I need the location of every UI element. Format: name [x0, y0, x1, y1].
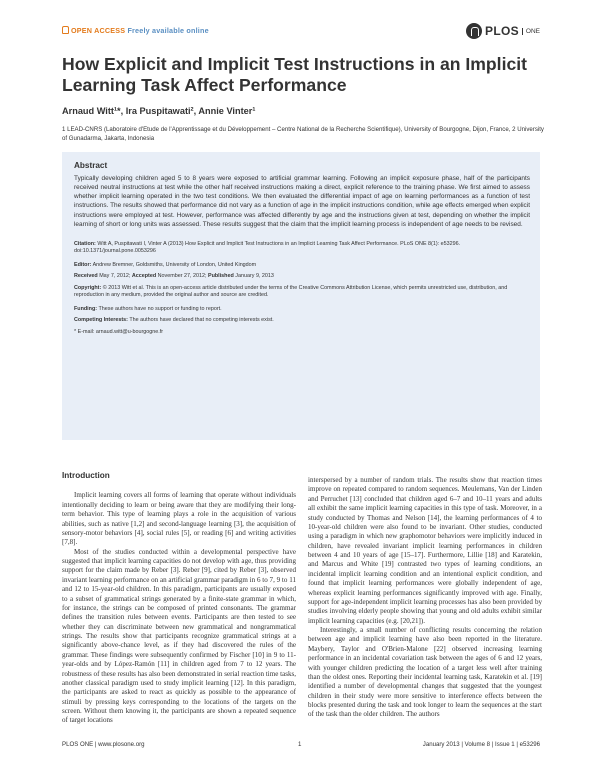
journal-header [62, 20, 540, 44]
email-line [74, 329, 530, 336]
plos-logo-icon [466, 23, 482, 39]
copyright-line [74, 285, 530, 300]
open-access-banner [62, 26, 209, 35]
author-list: Arnaud Witt¹*, Ira Puspitawati², Annie Vinter¹ [62, 106, 256, 116]
intro-paragraph-1: Implicit learning covers all forms of learning that operate without individuals intentionally deciding to learn or being aware that they are modifying their long-term behavior. This type of learning plays a role in the acquisition of various abilities, such as native [1,2] and second-language learning [3], the acquisition of sensory-motor behaviors [4], social rules [5], or reading [6] and writing activities [7,8]. [62, 491, 296, 547]
competing-label: Competing Interests: [74, 317, 128, 323]
copyright-label: Copyright: [74, 285, 102, 291]
article-title: How Explicit and Implicit Test Instructions in an Implicit Learning Task Affect Performance [62, 54, 527, 95]
body-column-left [62, 471, 296, 726]
editor-line [74, 262, 530, 269]
logo-text: PLOS [485, 24, 519, 38]
abstract-text: Typically developing children aged 5 to 8 years were exposed to artificial grammar learning. Following an implicit exposure phase, half of the participants received neutral instructions at test while the other half received instructions making a direct, explicit reference to the training phase. We first aimed to assess whether implicit learning operated in the two test conditions. We then evaluated the differential impact of age on learning performances as a function of test instructions. The results showed that performance did not vary as a function of age in the implicit instructions condition, while age effects emerged when explicit instructions were employed at test. However, performance was affected differently by age and the instructions given at test, depending on whether the implicit learning of short or long units was assessed. These results suggest that the claim that the implicit learning process is independent of age needs to be revised. [74, 175, 530, 228]
intro-paragraph-4: Interestingly, a small number of conflicting results concerning the relation between age and implicit learning have also been reported in the literature. Maybery, Taylor and O'Brien-Malone [22] observed increasing learning performance in an incidental covariation task between the ages of 6 and 12 years, with younger children predicting the location of a target less well after training than the oldest ones. Reporting their incidental learning task, Karatekin et al. [19] identified a number of developmental changes that suggested that the youngest children in their study were more sensitive to interference effects between the blocks presented during the task and took longer to learn the sequences at the start of the task than the older children. The authors [308, 626, 542, 719]
email-link[interactable]: * E-mail: arnaud.witt@u-bourgogne.fr [74, 329, 164, 335]
dates-line [74, 273, 530, 280]
footer-issue: January 2013 | Volume 8 | Issue 1 | e53296 [422, 741, 540, 748]
competing-text: The authors have declared that no competing interests exist. [129, 317, 274, 323]
published-date: January 9, 2013 [235, 273, 274, 279]
citation-text: Witt A, Puspitawati I, Vinter A (2013) How Explicit and Implicit Test Instructions in an Implicit Learning Task Affect Performance. PLoS ONE 8(1): e53296. doi:10.1371/journal.pone.0053296 [74, 241, 461, 255]
abstract-heading: Abstract [74, 161, 108, 170]
intro-paragraph-2: Most of the studies conducted within a developmental perspective have suggested that implicit learning capacities do not develop with age, thus providing support for the claim made by Reber [3]. Reber [9], cited by Reber [3], observed invariant learning performance on an artificial grammar paradigm in 6 to 7, 9 to 11 and 12 to 15-year-old children. In this paradigm, participants are usually exposed to a subset of grammatical strings generated by a finite-state grammar in which, for instance, the strings can be composed of printed consonants. The grammar defines the transition rules between events. Participants are then tested to see whether they can discriminate between new grammatical and nongrammatical strings. The results show that participants recognize grammatical strings at a significantly above-chance level, as if they had discovered the rules of the grammar. These findings were subsequently confirmed by Fischer [10] in 9 to 11-year-olds and by López-Ramón [11] in children aged from 7 to 12 years. The robustness of these results has also been demonstrated in serial reaction time tasks, another classical paradigm used to study implicit learning [12]. In this paradigm, the participants are asked to react as quickly as possible to the appearance of stimuli by pressing keys corresponding to the locations of the targets on the screen. Without them knowing it, the participants are shown a repeated sequence of target locations [62, 547, 296, 725]
funding-line [74, 306, 530, 313]
funding-text: These authors have no support or funding to report. [98, 306, 222, 312]
logo-sub: ONE [522, 28, 540, 35]
editor-text: Andrew Bremner, Goldsmiths, University of London, United Kingdom [92, 262, 257, 268]
funding-label: Funding: [74, 306, 98, 312]
citation-label: Citation: [74, 241, 96, 247]
footer-page-number: 1 [298, 741, 302, 748]
competing-interests-line [74, 317, 530, 324]
accepted-date: November 27, 2012; [157, 273, 207, 279]
plos-one-logo[interactable] [466, 20, 540, 42]
received-label: Received [74, 273, 98, 279]
affiliations: 1 LEAD-CNRS (Laboratoire d'Etude de l'Apprentissage et du Développement – Centre National de la Recherche Scientifique), University of Bourgogne, Dijon, France, 2 University of Gunadarma, Jakarta, Indonesia [62, 126, 544, 142]
abstract-box [62, 152, 540, 440]
editor-label: Editor: [74, 262, 92, 268]
accepted-label: Accepted [131, 273, 157, 279]
received-date: May 7, 2012; [99, 273, 131, 279]
published-label: Published [208, 273, 234, 279]
body-column-right [308, 476, 542, 720]
footer-journal[interactable]: PLOS ONE | www.plosone.org [62, 741, 145, 748]
intro-paragraph-3: interspersed by a number of random trials. The results show that reaction times improve on repeated compared to random sequences. Meulemans, Van der Linden and Perruchet [13] concluded that children aged 6–7 and 10–11 years and adults all exhibit the same implicit learning capacities in this type of task. Moreover, in a study conducted by Thomas and Nelson [14], the learning performances of 4 to 10-year-old children were also found to be invariant. Other studies, conducted using a paradigm in which new graphomotor behaviors were implicitly induced in children, have revealed invariant implicit learning performances in children between 4 and 10 years of age [15–17]. Furthermore, Lillie [18] and Karatekin, and Marcus and White [19] contrasted two types of learning conditions, an incidental implicit learning condition and an intentional explicit condition, and found that implicit learning performances were globally independent of age, whereas explicit learning performances significantly improved with age. Finally, support for age-independent implicit learning processes has also been provided by studies involving elderly people showing that young and old adults exhibit similar implicit learning capacities (e.g. [20,21]). [308, 476, 542, 625]
open-access-label: OPEN ACCESS [71, 26, 126, 35]
citation-line [74, 241, 530, 256]
freely-available-label: Freely available online [127, 26, 209, 35]
introduction-heading: Introduction [62, 471, 110, 480]
open-access-lock-icon [62, 26, 69, 34]
copyright-text: © 2013 Witt et al. This is an open-access article distributed under the terms of the Creative Commons Attribution License, which permits unrestricted use, distribution, and reproduction in any medium, provided the original author and source are credited. [74, 285, 508, 299]
